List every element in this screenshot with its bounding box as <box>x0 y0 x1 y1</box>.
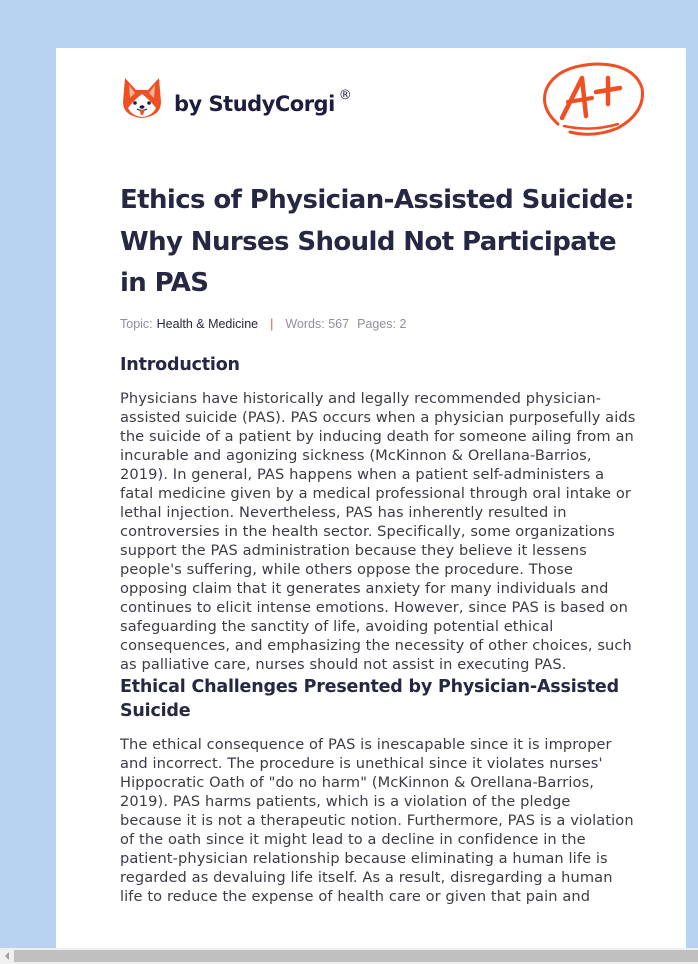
logo-text <box>174 88 352 116</box>
corgi-icon <box>122 76 162 120</box>
topic-label: Topic: <box>120 316 153 331</box>
section-heading-introduction: Introduction <box>120 354 240 375</box>
registered-mark: ® <box>338 88 352 103</box>
document-meta <box>120 317 636 331</box>
page-count: Pages: 2 <box>357 316 407 331</box>
section-paragraph-introduction: Physicians have historically and legally recommended physician-assisted suicide (PAS). PAS occurs when a physician purposefully aids the suicide of a patient by inducing death for someone ailing from an incurable and agonizing sickness (McKinnon & Orellana-Barrios, 2019). In general, PAS happens when a patient self-administers a fatal medicine given by a medical professional through oral intake or lethal injection. Nevertheless, PAS has inherently resulted in controversies in the health sector. Specifically, some organizations support the PAS administration because they believe it lessens people's suffering, while others oppose the procedure. Those opposing claim that it generates anxiety for many individuals and continues to elicit intense emotions. However, since PAS is based on safeguarding the sanctity of life, avoiding potential ethical consequences, and emphasizing the necessity of other choices, such as palliative care, nurses should not assist in executing PAS. <box>120 389 636 673</box>
studycorgi-logo[interactable] <box>122 76 351 120</box>
document-page <box>56 48 686 948</box>
chevron-left-icon[interactable] <box>2 951 12 961</box>
document-content <box>120 180 636 906</box>
a-plus-grade-icon <box>538 58 648 140</box>
page-header <box>56 48 686 158</box>
scrollbar-thumb[interactable] <box>14 950 698 962</box>
word-count: Words: 567 <box>285 316 350 331</box>
horizontal-scrollbar[interactable] <box>0 948 698 964</box>
meta-separator: | <box>270 316 274 331</box>
logo-wordmark: by StudyCorgi <box>174 92 335 116</box>
section-paragraph-ethical-challenges: The ethical consequence of PAS is inescapable since it is improper and incorrect. The procedure is unethical since it violates nurses' Hippocratic Oath of "do no harm" (McKinnon & Orellana-Barrios, 2019). PAS harms patients, which is a violation of the pledge because it is not a therapeutic notion. Furthermore, PAS is a violation of the oath since it might lead to a decline in confidence in the patient-physician relationship because eliminating a human life is regarded as devaluing life itself. As a result, disregarding a human life to reduce the expense of health care or given that pain and <box>120 735 634 905</box>
document-title: Ethics of Physician-Assisted Suicide: Why Nurses Should Not Participate in PAS <box>120 185 634 298</box>
topic-link[interactable]: Health & Medicine <box>156 316 259 331</box>
section-heading-ethical-challenges: Ethical Challenges Presented by Physician-Assisted Suicide <box>120 676 619 721</box>
